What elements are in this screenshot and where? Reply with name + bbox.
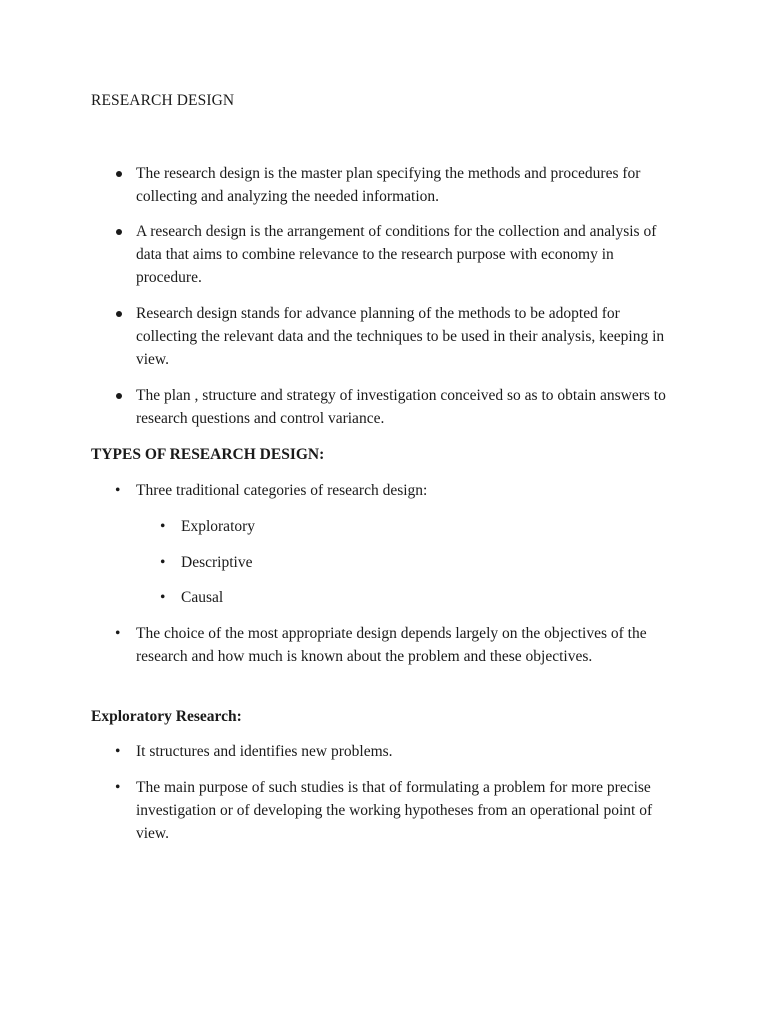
definition-item-3 [136, 302, 681, 371]
bullet-symbol: • [160, 589, 166, 606]
category-text: Exploratory [181, 518, 256, 535]
exploratory-point-1 [115, 740, 681, 763]
exploratory-point-2 [115, 776, 681, 845]
exploratory-text: The main purpose of such studies is that of formulating a problem for more precise investigation or of developing the working hypotheses from an operational point of view. [136, 779, 653, 842]
definition-text: The research design is the master plan specifying the methods and procedures for collecting and analyzing the needed information. [136, 165, 641, 205]
category-item-descriptive [160, 551, 581, 574]
definition-item-1 [136, 162, 681, 208]
definition-text: A research design is the arrangement of conditions for the collection and analysis of data that aims to combine relevance to the research purpose with economy in procedure. [136, 223, 657, 286]
page-title: RESEARCH DESIGN [91, 92, 235, 109]
bullet-symbol: • [160, 554, 166, 571]
category-text: Causal [181, 589, 224, 606]
bullet-dot [116, 171, 122, 177]
types-choice-item [115, 622, 681, 668]
bullet-dot [116, 393, 122, 399]
exploratory-text: It structures and identifies new problems. [136, 743, 393, 760]
definition-item-4 [136, 384, 681, 430]
exploratory-heading: Exploratory Research: [91, 708, 242, 725]
types-choice-text: The choice of the most appropriate design depends largely on the objectives of the research and how much is known about the problem and these objectives. [136, 625, 647, 665]
bullet-symbol: • [115, 779, 121, 796]
bullet-symbol: • [115, 743, 121, 760]
definition-text: The plan , structure and strategy of investigation conceived so as to obtain answers to research questions and control variance. [136, 387, 666, 427]
types-intro-item [115, 479, 681, 502]
definition-text: Research design stands for advance planning of the methods to be adopted for collecting the relevant data and the techniques to be used in their analysis, keeping in view. [136, 305, 665, 368]
bullet-dot [116, 229, 122, 235]
category-item-causal [160, 586, 581, 609]
types-intro-text: Three traditional categories of research design: [136, 482, 428, 499]
category-text: Descriptive [181, 554, 253, 571]
category-item-exploratory [160, 515, 581, 538]
bullet-symbol: • [115, 625, 121, 642]
bullet-dot [116, 311, 122, 317]
bullet-symbol: • [115, 482, 121, 499]
types-heading: TYPES OF RESEARCH DESIGN: [91, 446, 325, 463]
definition-item-2 [136, 220, 681, 289]
bullet-symbol: • [160, 518, 166, 535]
